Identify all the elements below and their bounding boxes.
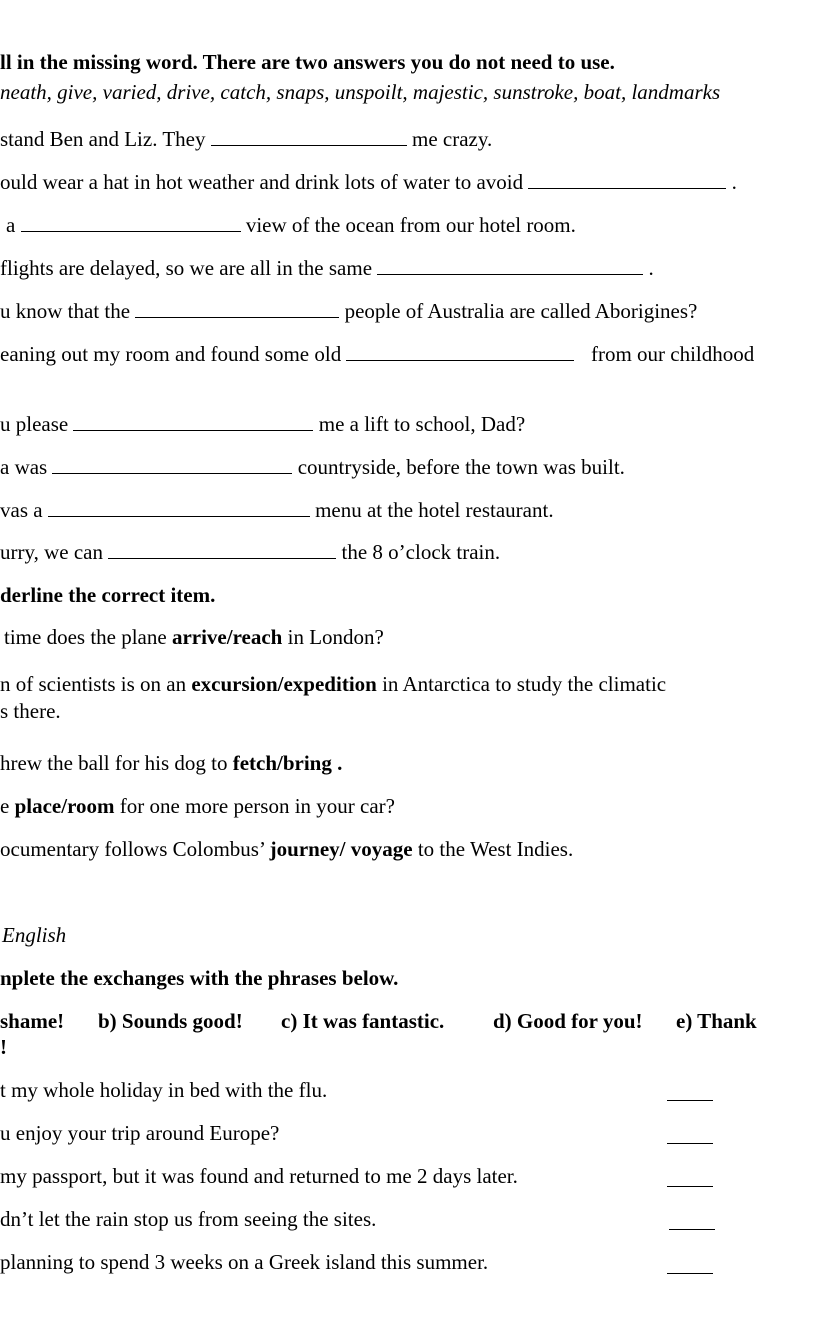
- choice-options[interactable]: place/room: [14, 794, 115, 818]
- answer-blank[interactable]: [346, 343, 574, 361]
- list-item: [0, 343, 754, 365]
- section-a-instruction: ll in the missing word. There are two answers you do not need to use.: [0, 50, 615, 74]
- phrase-continuation: !: [0, 1035, 7, 1059]
- item-text-before: e: [0, 794, 15, 818]
- answer-blank[interactable]: [135, 300, 339, 318]
- item-text-before: n of scientists is on an: [0, 672, 192, 696]
- answer-blank[interactable]: [52, 456, 292, 474]
- answer-blank[interactable]: [528, 171, 726, 189]
- item-text-before: time does the plane: [4, 625, 172, 649]
- answer-blank[interactable]: [667, 1184, 713, 1187]
- list-item: [0, 499, 554, 521]
- section-b-instruction: derline the correct item.: [0, 583, 216, 607]
- list-item: [4, 627, 384, 648]
- list-item: [0, 541, 500, 563]
- phrase-d: d) Good for you!: [493, 1009, 643, 1033]
- phrase-b: b) Sounds good!: [98, 1009, 243, 1033]
- item-text-after: to the West Indies.: [412, 837, 574, 861]
- exchange-item: u enjoy your trip around Europe?: [0, 1121, 280, 1145]
- choice-options[interactable]: journey/ voyage: [269, 837, 413, 861]
- exchange-item: my passport, but it was found and returned to me 2 days later.: [0, 1164, 518, 1188]
- answer-blank[interactable]: [73, 413, 313, 431]
- item-text-before: eaning out my room and found some old: [0, 342, 342, 366]
- item-text-before: ocumentary follows Colombus’: [0, 837, 270, 861]
- section-c-heading: English: [2, 923, 67, 947]
- list-item: [0, 300, 697, 322]
- item-text-after: .: [648, 256, 654, 280]
- exchange-item: t my whole holiday in bed with the flu.: [0, 1078, 328, 1102]
- item-text-after: view of the ocean from our hotel room.: [245, 213, 576, 237]
- phrase-e: e) Thank: [676, 1009, 757, 1033]
- item-text-before: hrew the ball for his dog to: [0, 751, 233, 775]
- answer-blank[interactable]: [21, 214, 241, 232]
- answer-blank[interactable]: [667, 1271, 713, 1274]
- answer-blank[interactable]: [667, 1098, 713, 1101]
- list-item: [0, 413, 525, 435]
- list-item: [0, 171, 737, 193]
- list-item: [0, 456, 625, 478]
- item-text-after: me crazy.: [411, 127, 493, 151]
- answer-blank[interactable]: [667, 1141, 713, 1144]
- item-text-before: ould wear a hat in hot weather and drink lots of water to avoid: [0, 170, 524, 194]
- exchange-item: dn’t let the rain stop us from seeing the sites.: [0, 1207, 377, 1231]
- phrase-c: c) It was fantastic.: [281, 1009, 445, 1033]
- word-bank: neath, give, varied, drive, catch, snaps, unspoilt, majestic, sunstroke, boat, landmarks: [0, 80, 721, 104]
- list-item: [0, 674, 666, 695]
- item-text-after: in London?: [282, 625, 384, 649]
- item-text-before: a: [6, 213, 16, 237]
- item-text-after: menu at the hotel restaurant.: [315, 498, 554, 522]
- item-text-before: stand Ben and Liz. They: [0, 127, 206, 151]
- list-item: [0, 796, 395, 817]
- item-text-before: u please: [0, 412, 69, 436]
- choice-options[interactable]: arrive/reach: [171, 625, 283, 649]
- answer-blank[interactable]: [108, 541, 336, 559]
- answer-blank[interactable]: [669, 1227, 715, 1230]
- item-text-after: from our childhood: [590, 342, 755, 366]
- answer-blank[interactable]: [211, 128, 407, 146]
- item-text-after: for one more person in your car?: [114, 794, 395, 818]
- item-text-after: me a lift to school, Dad?: [318, 412, 526, 436]
- item-text-before: a was: [0, 455, 48, 479]
- choice-options[interactable]: fetch/bring .: [232, 751, 343, 775]
- choice-options[interactable]: excursion/expedition: [191, 672, 377, 696]
- item-text-after: .: [731, 170, 737, 194]
- item-text-before: vas a: [0, 498, 43, 522]
- phrase-a: shame!: [0, 1009, 65, 1033]
- list-item: [0, 753, 342, 774]
- list-item: [6, 214, 576, 236]
- section-c-instruction: nplete the exchanges with the phrases below.: [0, 966, 399, 990]
- list-item: [0, 839, 573, 860]
- item-text-after: the 8 o’clock train.: [341, 540, 501, 564]
- answer-blank[interactable]: [377, 257, 643, 275]
- item-text-before: flights are delayed, so we are all in the same: [0, 256, 373, 280]
- item-continuation: s there.: [0, 699, 61, 723]
- exchange-item: planning to spend 3 weeks on a Greek island this summer.: [0, 1250, 489, 1274]
- item-text-after: in Antarctica to study the climatic: [376, 672, 667, 696]
- answer-blank[interactable]: [48, 499, 310, 517]
- item-text-after: people of Australia are called Aborigines?: [344, 299, 698, 323]
- item-text-before: u know that the: [0, 299, 131, 323]
- list-item: [0, 257, 654, 279]
- item-text-after: countryside, before the town was built.: [297, 455, 625, 479]
- list-item: [0, 128, 492, 150]
- item-text-before: urry, we can: [0, 540, 104, 564]
